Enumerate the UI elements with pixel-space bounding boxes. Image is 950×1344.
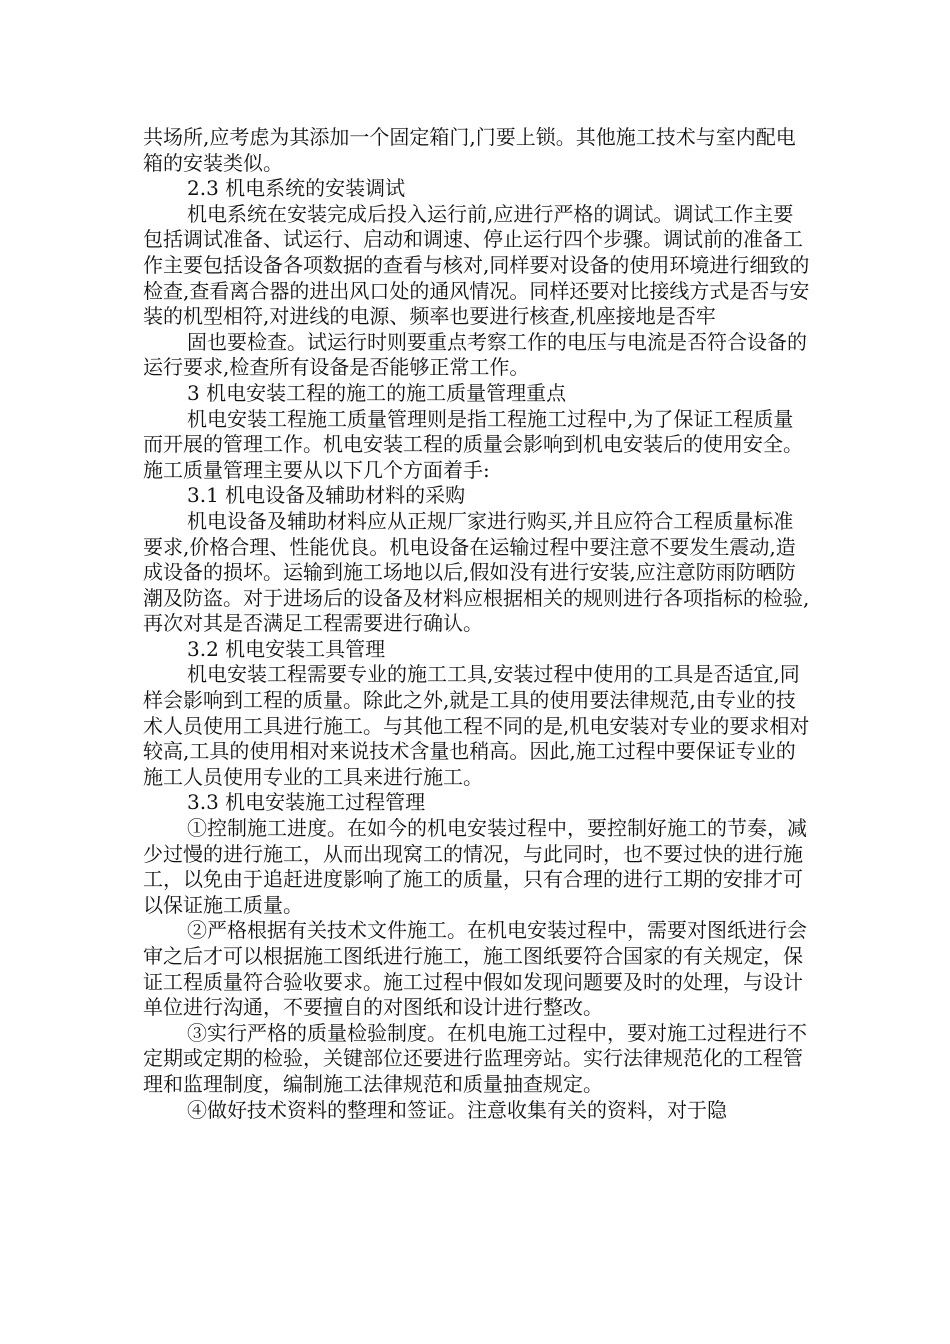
paragraph-commissioning: 机电系统在安装完成后投入运行前,应进行严格的调试。调试工作主要包括调试准备、试运行、启动和调速、停止运行四个步骤。调试前的准备工作主要包括设备各项数据的查看与核对,同样要对设备的使用环境进行细致的检查,查看离合器的进出风口处的通风情况。同样还要对比接线方式是否与安装的机型相符,对进线的电源、频率也要进行核查,机座接地是否牢 (143, 201, 810, 329)
document-page (143, 125, 811, 1123)
section-heading-3-1: 3.1 机电设备及辅助材料的采购 (187, 483, 466, 508)
paragraph-item-3: ③实行严格的质量检验制度。在机电施工过程中，要对施工过程进行不定期或定期的检验，关键部位还要进行监理旁站。实行法律规范化的工程管理和监理制度，编制施工法律规范和质量抽查规定。 (143, 1020, 807, 1096)
paragraph-trial-run: 固也要检查。试运行时则要重点考察工作的电压与电流是否符合设备的运行要求,检查所有设备是否能够正常工作。 (143, 329, 807, 380)
paragraph-continuation: 共场所,应考虑为其添加一个固定箱门,门要上锁。其他施工技术与室内配电箱的安装类似。 (143, 125, 796, 175)
section-heading-3: 3 机电安装工程的施工的施工质量管理重点 (187, 380, 567, 405)
paragraph-item-1: ①控制施工进度。在如今的机电安装过程中，要控制好施工的节奏，减少过慢的进行施工，从而出现窝工的情况，与此同时，也不要过快的进行施工，以免由于追赶进度影响了施工的质量，只有合理的进行工期的安排才可以保证施工质量。 (143, 816, 807, 917)
paragraph-quality-management: 机电安装工程施工质量管理则是指工程施工过程中,为了保证工程质量而开展的管理工作。机电安装工程的质量会影响到机电安装后的使用安全。施工质量管理主要从以下几个方面着手: (143, 406, 803, 482)
paragraph-item-4: ④做好技术资料的整理和签证。注意收集有关的资料，对于隐 (187, 1097, 727, 1122)
paragraph-tools: 机电安装工程需要专业的施工工具,安装过程中使用的工具是否适宜,同样会影响到工程的质量。除此之外,就是工具的使用要法律规范,由专业的技术人员使用工具进行施工。与其他工程不同的是,机电安装对专业的要求相对较高,工具的使用相对来说技术含量也稍高。因此,施工过程中要保证专业的施工人员使用专业的工具来进行施工。 (143, 662, 810, 789)
paragraph-procurement: 机电设备及辅助材料应从正规厂家进行购买,并且应符合工程质量标准要求,价格合理、性能优良。机电设备在运输过程中要注意不要发生震动,造成设备的损坏。运输到施工场地以后,假如没有进行安装,应注意防雨防晒防潮及防盗。对于进场后的设备及材料应根据相关的规则进行各项指标的检验,再次对其是否满足工程需要进行确认。 (143, 508, 810, 636)
section-heading-3-2: 3.2 机电安装工具管理 (187, 636, 386, 661)
section-heading-3-3: 3.3 机电安装施工过程管理 (187, 790, 426, 815)
section-heading-2-3: 2.3 机电系统的安装调试 (187, 176, 406, 201)
paragraph-item-2: ②严格根据有关技术文件施工。在机电安装过程中，需要对图纸进行会审之后才可以根据施工图纸进行施工，施工图纸要符合国家的有关规定，保证工程质量符合验收要求。施工过程中假如发现问题要及时的处理，与设计单位进行沟通，不要擅自的对图纸和设计进行整改。 (143, 918, 807, 1020)
